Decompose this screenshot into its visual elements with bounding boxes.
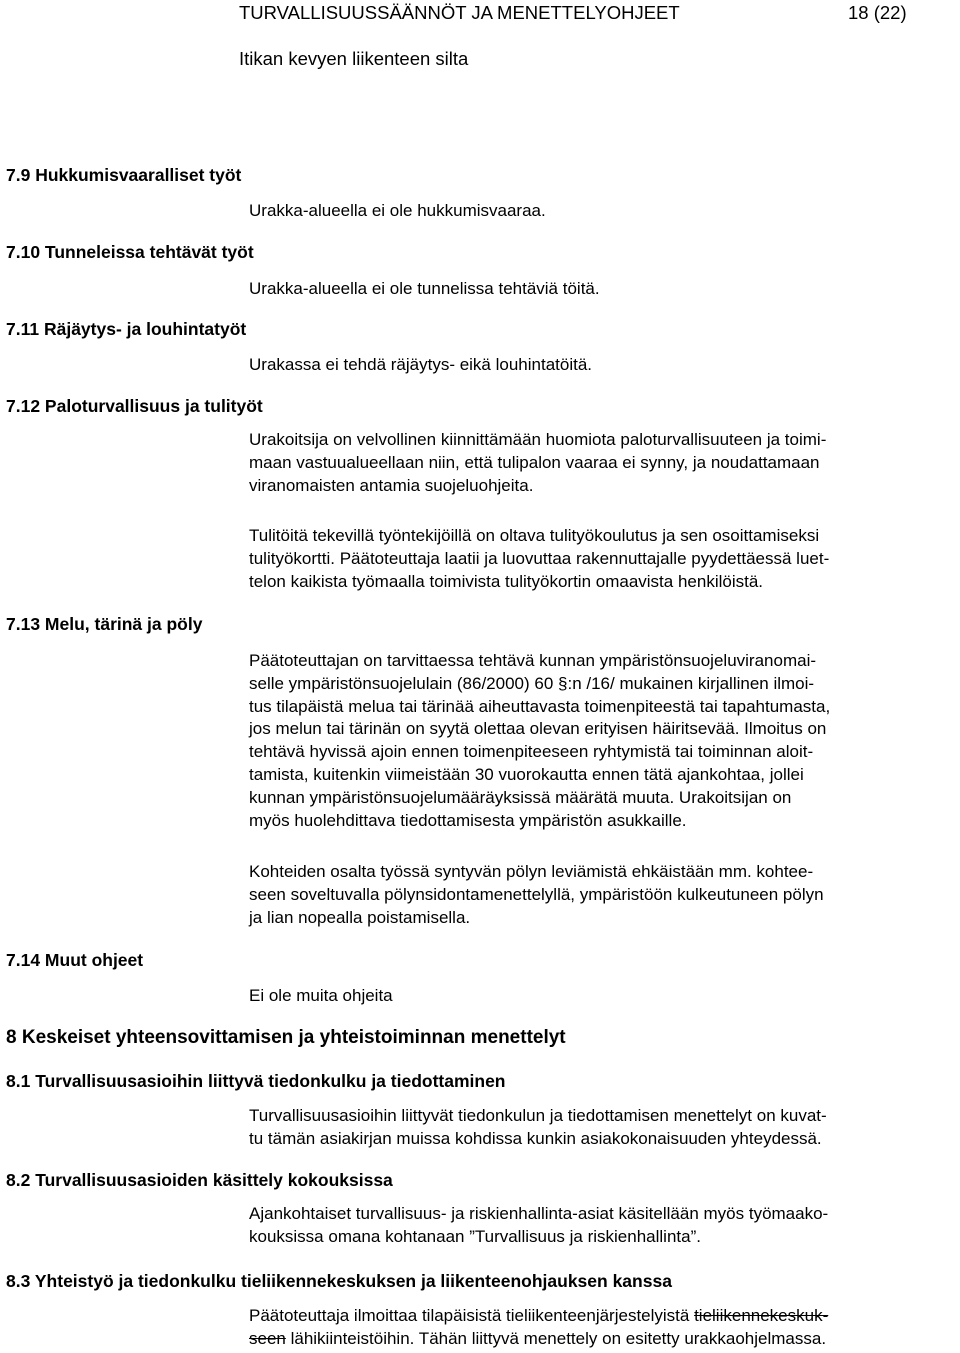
struck-text: seen [249, 1328, 286, 1348]
page-number: 18 (22) [848, 2, 907, 23]
section-heading-7-11: 7.11 Räjäytys- ja louhintatyöt [6, 319, 247, 339]
text-line: myös huolehdittava tiedottamisesta ympäristön asukkaille. [249, 810, 687, 830]
text-line: tu tämän asiakirjan muissa kohdissa kunkin asiakokonaisuuden yhteydessä. [249, 1128, 822, 1148]
text-line: tus tilapäistä melua tai tärinää aiheuttavasta toimenpiteestä tai tapahtumasta, [249, 696, 831, 716]
text-line [249, 1305, 828, 1328]
text-segment: Päätoteuttaja ilmoittaa tilapäisistä tieliikenteenjärjestelyistä [249, 1306, 695, 1325]
text-line [249, 1328, 828, 1351]
section-heading-7-9: 7.9 Hukkumisvaaralliset työt [6, 165, 242, 185]
section-text-7-14: Ei ole muita ohjeita [249, 986, 393, 1005]
section-paragraph-8-3 [249, 1305, 828, 1351]
section-heading-8-2: 8.2 Turvallisuusasioiden käsittely kokouksissa [6, 1170, 393, 1190]
text-line: Tulitöitä tekevillä työntekijöillä on oltava tulityökoulutus ja sen osoittamiseksi [249, 526, 820, 545]
text-line: Turvallisuusasioihin liittyvät tiedonkulun ja tiedottamisen menettelyt on kuvat- [249, 1106, 827, 1125]
chapter-heading-8: 8 Keskeiset yhteensovittamisen ja yhteistoiminnan menettelyt [6, 1027, 566, 1048]
text-line: Kohteiden osalta työssä syntyvän pölyn leviämistä ehkäistään mm. kohtee- [249, 862, 814, 881]
text-line: selle ympäristönsuojelulain (86/2000) 60 §:n /16/ mukainen kirjallinen ilmoi- [249, 673, 815, 693]
document-title: TURVALLISUUSSÄÄNNÖT JA MENETTELYOHJEET [239, 2, 680, 23]
text-line: tehtävä hyvissä ajoin ennen toimenpiteeseen ryhtymistä tai toiminnan aloit- [249, 742, 814, 762]
section-heading-8-3: 8.3 Yhteistyö ja tiedonkulku tieliikennekeskuksen ja liikenteenohjauksen kanssa [6, 1271, 672, 1291]
section-heading-8-1: 8.1 Turvallisuusasioihin liittyvä tiedonkulku ja tiedottaminen [6, 1071, 506, 1091]
section-paragraph-7-13-b [249, 861, 824, 929]
text-line: Urakoitsija on velvollinen kiinnittämään huomiota paloturvallisuuteen ja toimi- [249, 430, 827, 449]
text-line: viranomaisten antamia suojeluohjeita. [249, 475, 534, 495]
section-heading-7-14: 7.14 Muut ohjeet [6, 950, 144, 970]
text-line: ja lian nopealla poistamisella. [249, 907, 471, 927]
text-line: Ajankohtaiset turvallisuus- ja riskienhallinta-asiat käsitellään myös työmaako- [249, 1204, 829, 1223]
text-line: seen soveltuvalla pölynsidontamenettelyllä, ympäristöön kulkeutuneen pölyn [249, 884, 824, 904]
text-line: maan vastuualueellaan niin, että tulipalon vaaraa ei synny, ja noudattamaan [249, 452, 820, 472]
text-line: kouksissa omana kohtanaan ”Turvallisuus ja riskienhallinta”. [249, 1226, 701, 1246]
section-paragraph-7-13-a [249, 650, 830, 832]
section-paragraph-7-12-a [249, 429, 826, 497]
text-line: kunnan ympäristönsuojelumääräyksissä määrätä muuta. Urakoitsijan on [249, 787, 792, 807]
text-line: jos melun tai tärinän on syytä olettaa olevan erityisen häiritsevää. Ilmoitus on [249, 719, 827, 739]
document-subtitle: Itikan kevyen liikenteen silta [239, 48, 469, 69]
section-text-7-9: Urakka-alueella ei ole hukkumisvaaraa. [249, 201, 546, 220]
section-heading-7-12: 7.12 Paloturvallisuus ja tulityöt [6, 396, 263, 416]
section-text-7-10: Urakka-alueella ei ole tunnelissa tehtäviä töitä. [249, 279, 600, 298]
text-line: tulityökortti. Päätoteuttaja laatii ja luovuttaa rakennuttajalle pyydettäessä luet- [249, 548, 830, 568]
section-paragraph-7-12-b [249, 525, 829, 593]
text-line: Päätoteuttajan on tarvittaessa tehtävä kunnan ympäristönsuojeluviranomai- [249, 651, 817, 670]
text-line: telon kaikista työmaalla toimivista tulityökortin omaavista henkilöistä. [249, 571, 764, 591]
section-paragraph-8-2 [249, 1203, 828, 1249]
struck-text: tieliikennekeskuk- [694, 1306, 829, 1325]
section-heading-7-10: 7.10 Tunneleissa tehtävät työt [6, 242, 254, 262]
text-segment: lähikiinteistöihin. Tähän liittyvä menettely on esitetty urakkaohjelmassa. [285, 1328, 827, 1348]
text-line: tamista, kuitenkin viimeistään 30 vuorokautta ennen tätä ajankohtaa, jollei [249, 764, 804, 784]
section-paragraph-8-1 [249, 1105, 827, 1151]
section-heading-7-13: 7.13 Melu, tärinä ja pöly [6, 614, 203, 634]
section-text-7-11: Urakassa ei tehdä räjäytys- eikä louhintatöitä. [249, 355, 593, 374]
